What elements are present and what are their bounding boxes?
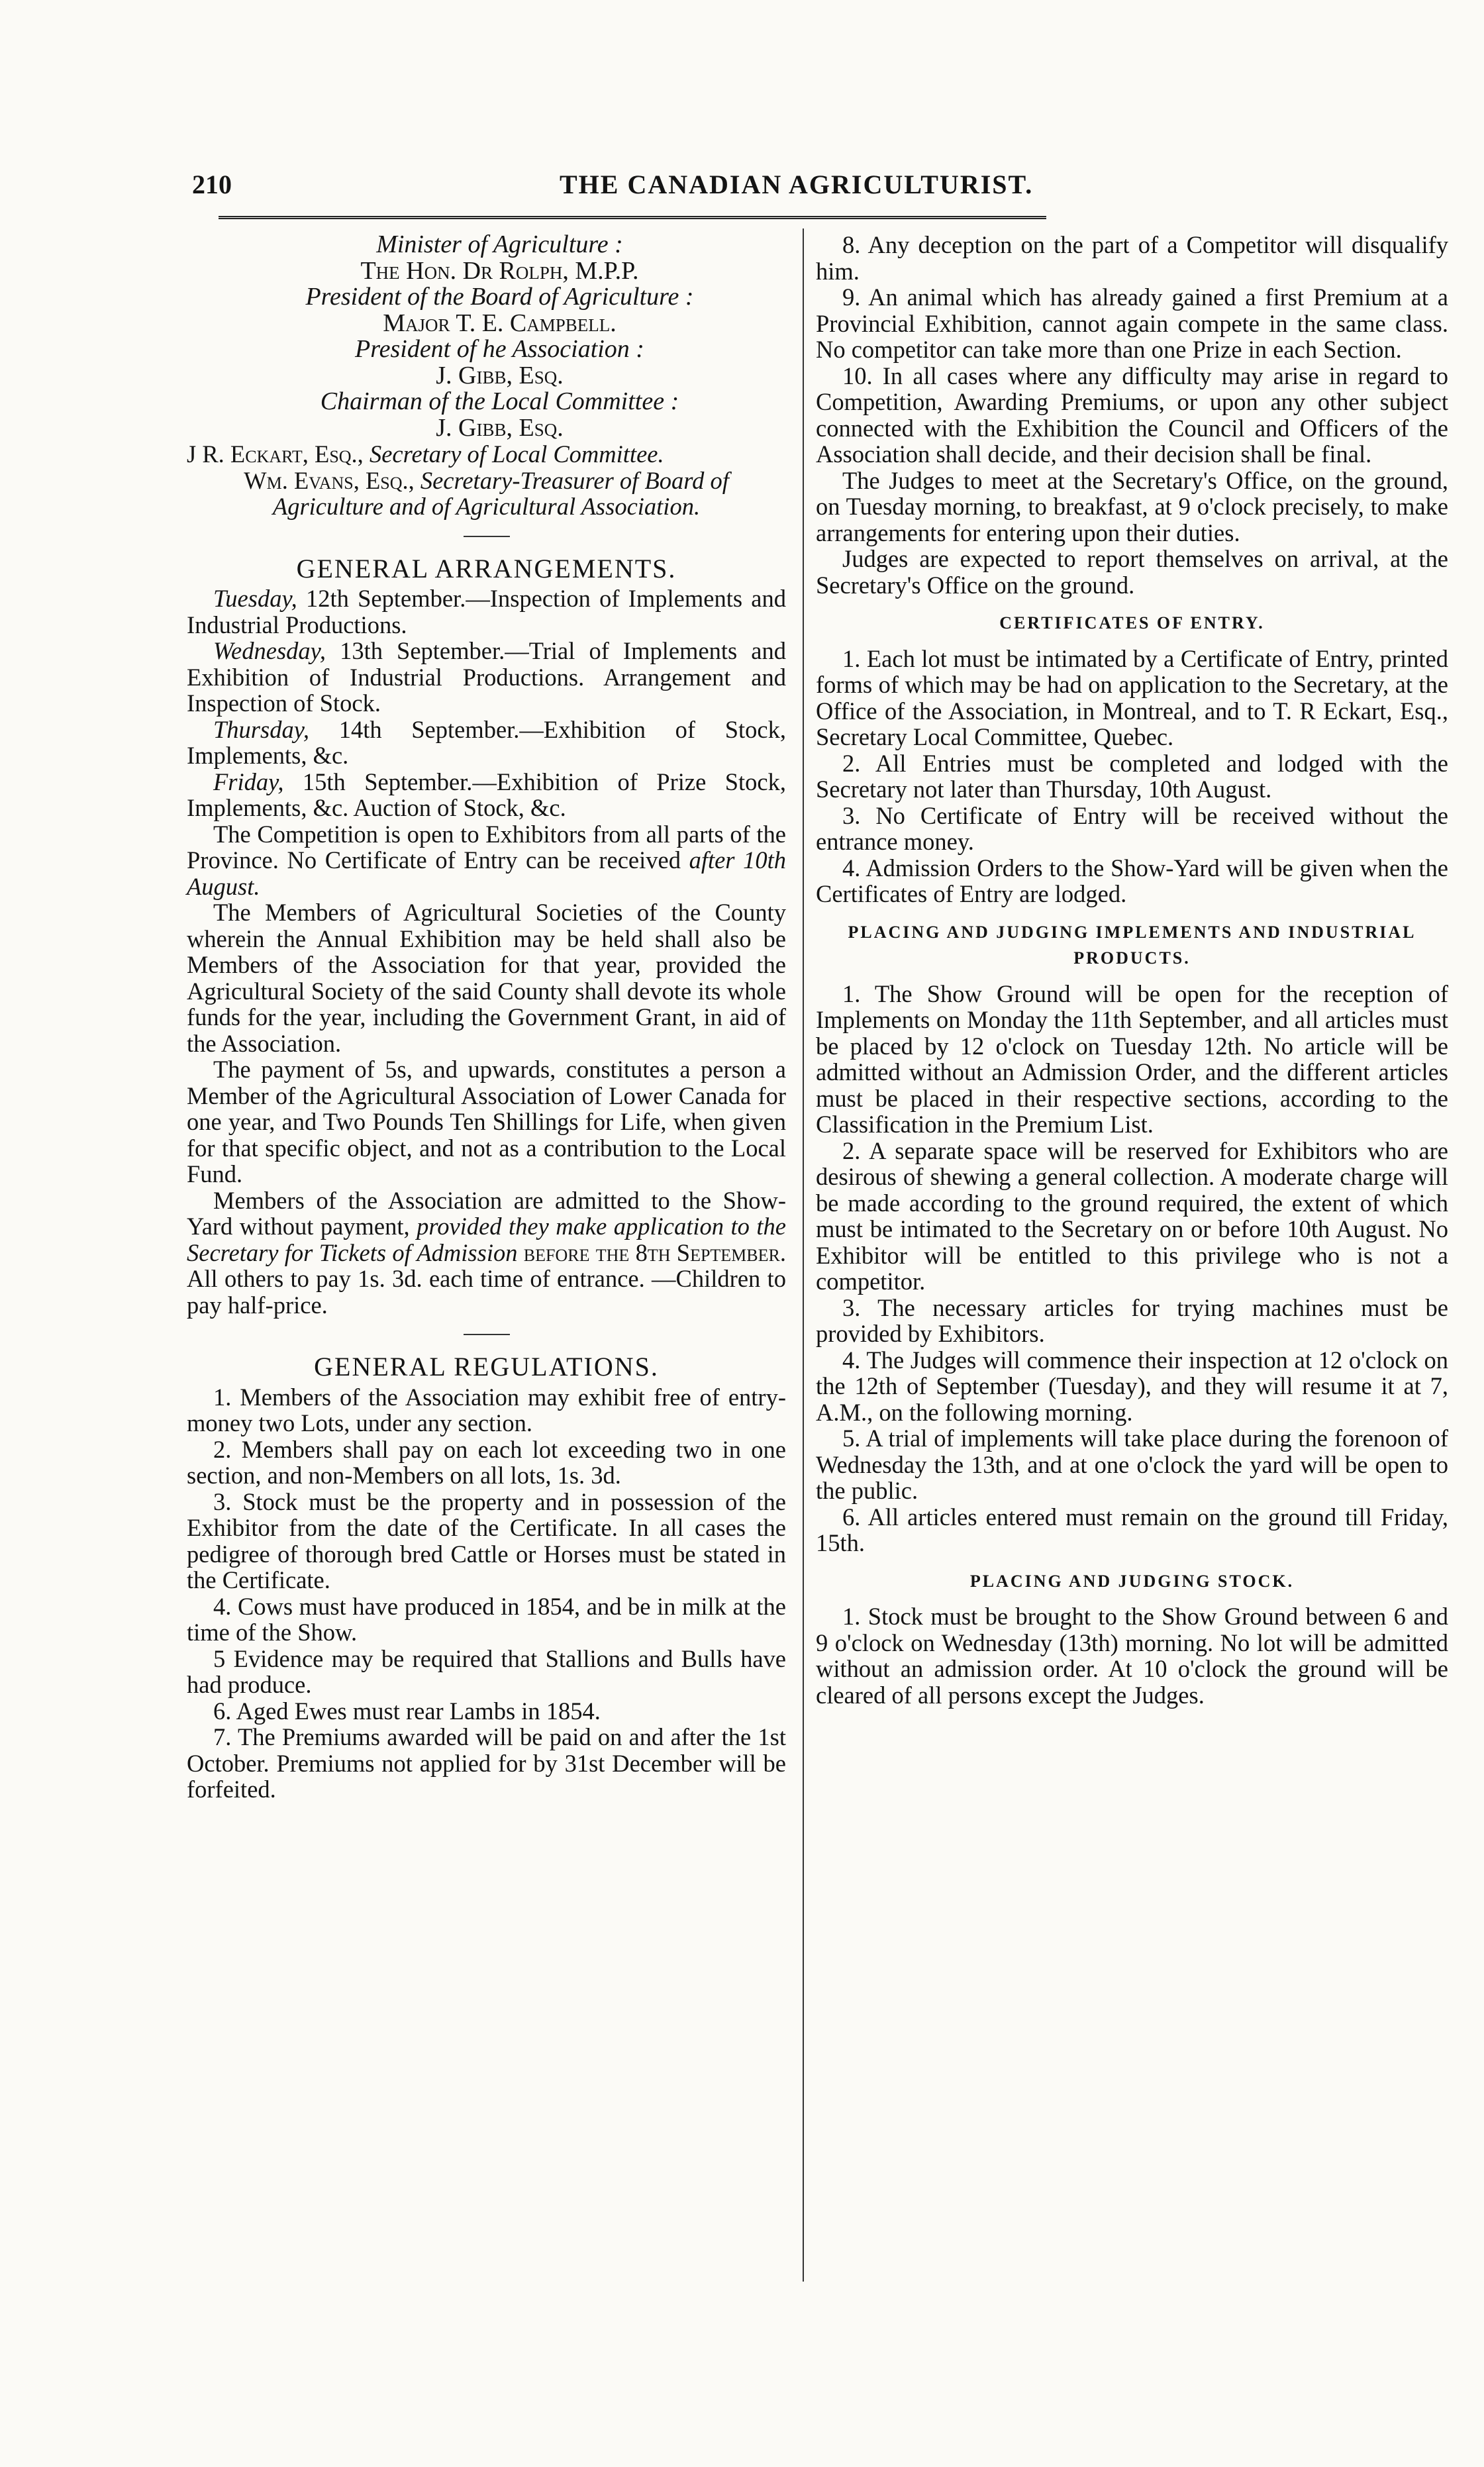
- left-column: [187, 232, 786, 1803]
- arrangement-text: 12th September.—Inspection of Implements and Industrial Productions.: [187, 585, 786, 638]
- paragraph-italic: provided they make application to the Secretary for Tickets of Admission: [187, 1213, 786, 1266]
- regulation-item: 6. Aged Ewes must rear Lambs in 1854.: [213, 1697, 601, 1725]
- arrangement-item: [187, 717, 786, 769]
- arrangement-item: [187, 638, 786, 717]
- section-heading-general-arrangements: GENERAL ARRANGEMENTS.: [296, 553, 677, 583]
- regulation-item: 5 Evidence may be required that Stallions and Bulls have had produce.: [187, 1644, 786, 1698]
- stock-item: 1. Stock must be brought to the Show Ground between 6 and 9 o'clock on Wednesday (13th) morning. No lot will be admitted without an admission order. At 10 o'clock the ground will be cleared of all persons except the Judges.: [816, 1603, 1448, 1709]
- officer-title: Chairman of the Local Committee :: [320, 387, 679, 415]
- regulation-item: The Judges to meet at the Secretary's Office, on the ground, on Tuesday morning, to breakfast, at 9 o'clock precisely, to make arrangements for entering upon their duties.: [816, 466, 1448, 546]
- arrangement-text: 14th September.—Exhibition of Stock, Implements, &c.: [187, 715, 787, 769]
- section-heading-certificates: CERTIFICATES OF ENTRY.: [999, 613, 1265, 632]
- regulation-item: 4. Cows must have produced in 1854, and be in milk at the time of the Show.: [187, 1592, 786, 1646]
- officers-list: [187, 232, 786, 520]
- officer-role: Secretary of Local Committee.: [369, 440, 664, 468]
- implements-item: 3. The necessary articles for trying machines must be provided by Exhibitors.: [816, 1293, 1448, 1347]
- implements-item: 2. A separate space will be reserved for Exhibitors who are desirous of shewing a general collection. A moderate charge will be made according to the ground required, the extent of which must be intimated to the Secretary on or before 10th August. No Exhibitor will be entitled to this privilege who is not a competitor.: [816, 1136, 1448, 1295]
- officer-name: J. Gibb, Esq.: [436, 361, 564, 389]
- arrangement-text: 15th September.—Exhibition of Prize Stock, Implements, &c. Auction of Stock, &c.: [187, 768, 786, 821]
- section-heading-general-regulations: GENERAL REGULATIONS.: [314, 1352, 659, 1382]
- right-column: [816, 232, 1448, 1708]
- regulation-item: 7. The Premiums awarded will be paid on and after the 1st October. Premiums not applied for by 31st December will be forfeited.: [187, 1723, 786, 1803]
- section-heading-placing-implements: PLACING AND JUDGING IMPLEMENTS AND INDUSTRIAL PRODUCTS.: [848, 922, 1416, 968]
- paragraph: The payment of 5s, and upwards, constitutes a person a Member of the Agricultural Association of Lower Canada for one year, and Two Pounds Ten Shillings for Life, when given for that specific object, and not as a contribution to the Local Fund.: [187, 1056, 786, 1187]
- officer-role: Secretary-Treasurer of Board of Agriculture and of Agricultural Association.: [272, 466, 729, 520]
- officer-inline: [187, 441, 786, 468]
- certificate-item: 3. No Certificate of Entry will be received without the entrance money.: [816, 801, 1448, 855]
- regulation-item: 3. Stock must be the property and in possession of the Exhibitor from the date of the Certificate. In all cases the pedigree of thorough bred Cattle or Horses must be stated in the Certificate.: [187, 1487, 786, 1593]
- regulation-item: 2. Members shall pay on each lot exceeding two in one section, and non-Members on all lots, 1s. 3d.: [187, 1435, 786, 1489]
- officer-name: Major T. E. Campbell.: [383, 309, 617, 337]
- page-header: [192, 169, 1454, 209]
- implements-item: 1. The Show Ground will be open for the reception of Implements on Monday the 11th September, and all articles must be placed by 12 o'clock on Tuesday 12th. No article will be admitted without an Admission Order, and the different articles must be placed in their respective sections, according to the Classification in the Premium List.: [816, 980, 1448, 1138]
- paragraph-text: Members of the Association are admitted to the Show-Yard without payment,: [187, 1186, 786, 1240]
- certificate-item: 1. Each lot must be intimated by a Certificate of Entry, printed forms of which may be had on application to the Secretary, at the Office of the Association, in Montreal, and to T. R Eckart, Esq., Secretary Local Committee, Quebec.: [816, 644, 1448, 750]
- arrangement-item: [187, 585, 786, 638]
- regulation-item: 9. An animal which has already gained a first Premium at a Provincial Exhibition, cannot again compete in the same class. No competitor can take more than one Prize in each Section.: [816, 283, 1448, 363]
- arrangement-item: [187, 769, 786, 821]
- regulation-item: 1. Members of the Association may exhibit free of entry-money two Lots, under any section.: [187, 1383, 786, 1436]
- arrangement-day: Friday,: [213, 768, 284, 795]
- arrangement-day: Thursday,: [213, 715, 310, 743]
- implements-item: 6. All articles entered must remain on the ground till Friday, 15th.: [816, 1503, 1448, 1556]
- officer-name: Wm. Evans, Esq.,: [244, 466, 415, 494]
- column-divider: [803, 228, 804, 2282]
- officer-name: The Hon. Dr Rolph, M.P.P.: [360, 256, 639, 285]
- arrangement-day: Tuesday,: [213, 585, 297, 612]
- paragraph: The Members of Agricultural Societies of the County wherein the Annual Exhibition may be held shall also be Members of the Association for that year, provided the Agricultural Society of the said County shall devote its whole funds for the year, including the Government Grant, in aid of the Association.: [187, 899, 786, 1057]
- officer-title: President of he Association :: [355, 335, 644, 363]
- page-number: 210: [192, 170, 232, 199]
- officer-title: Minister of Agriculture :: [376, 230, 623, 258]
- certificate-item: 2. All Entries must be completed and lodged with the Secretary not later than Thursday, 10th August.: [816, 749, 1448, 803]
- arrangement-text: 13th September.—Trial of Implements and Exhibition of Industrial Productions. Arrangement and Inspection of Stock.: [187, 637, 787, 717]
- paragraph-text: The Competition is open to Exhibitors from all parts of the Province. No Certificate of Entry can be received: [187, 820, 786, 874]
- paragraph-italic: after 10th August.: [187, 846, 786, 900]
- officer-name: J. Gibb, Esq.: [436, 413, 564, 442]
- section-rule: [464, 1334, 510, 1335]
- header-rule: [219, 216, 1046, 219]
- regulation-item: 10. In all cases where any difficulty may arise in regard to Competition, Awarding Premiums, or upon any other subject connected with the Exhibition the Council and Officers of the Association shall decide, and their decision shall be final.: [816, 362, 1448, 468]
- certificate-item: 4. Admission Orders to the Show-Yard will be given when the Certificates of Entry are lodged.: [816, 854, 1448, 907]
- paragraph-text: All others to pay 1s. 3d. each time of entrance. —Children to pay half-price.: [187, 1265, 786, 1319]
- running-title: THE CANADIAN AGRICULTURIST.: [560, 170, 1034, 199]
- officer-name: J R. Eckart, Esq.,: [187, 440, 364, 468]
- implements-item: 5. A trial of implements will take place during the forenoon of Wednesday the 13th, and at one o'clock the yard will be open to the public.: [816, 1425, 1448, 1504]
- arrangement-day: Wednesday,: [213, 637, 326, 664]
- paragraph: [187, 1187, 786, 1319]
- section-rule: [464, 536, 510, 537]
- regulation-item: Judges are expected to report themselves on arrival, at the Secretary's Office on the ground.: [816, 545, 1448, 599]
- implements-item: 4. The Judges will commence their inspection at 12 o'clock on the 12th of September (Tuesday), and they will resume it at 7, A.M., on the following morning.: [816, 1346, 1448, 1426]
- paragraph-smallcaps: before the 8th September.: [523, 1238, 786, 1266]
- regulation-item: 8. Any deception on the part of a Competitor will disqualify him.: [816, 231, 1448, 285]
- section-heading-placing-stock: PLACING AND JUDGING STOCK.: [969, 1571, 1295, 1591]
- officer-inline: [187, 468, 786, 520]
- officer-title: President of the Board of Agriculture :: [305, 283, 694, 311]
- paragraph: [187, 821, 786, 900]
